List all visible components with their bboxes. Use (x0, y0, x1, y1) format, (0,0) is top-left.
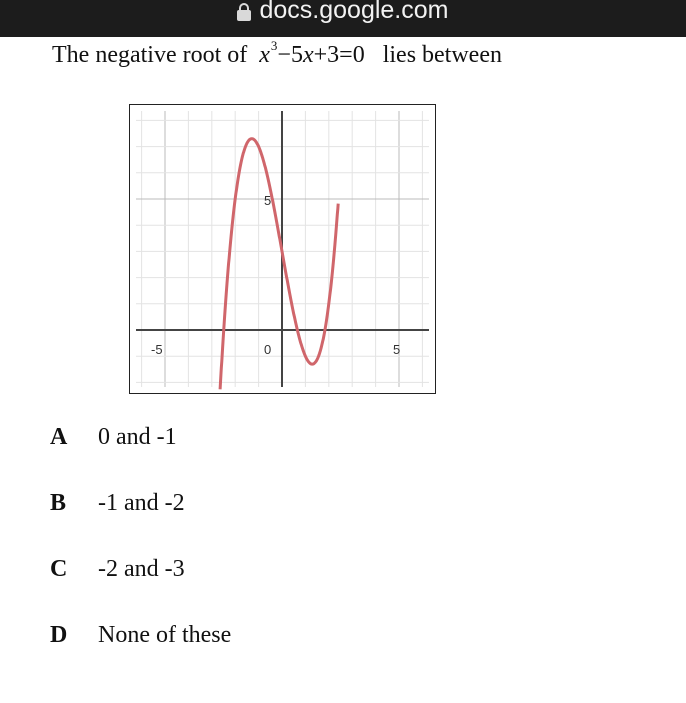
question-suffix: lies between (382, 42, 502, 68)
url-text: docs.google.com (259, 0, 449, 24)
lock-icon (237, 3, 251, 21)
option-b-letter: B (50, 490, 67, 516)
browser-top-bar (0, 0, 686, 37)
question-prefix: The negative root of (52, 42, 248, 68)
equation-exponent: 3 (270, 38, 278, 53)
option-a-letter: A (50, 424, 68, 450)
option-a[interactable] (50, 424, 177, 451)
equation (259, 38, 364, 69)
option-a-text: 0 and -1 (98, 424, 177, 450)
option-c[interactable] (50, 556, 185, 583)
function-graph (129, 104, 436, 394)
option-d-letter: D (50, 622, 68, 648)
option-d-text: None of these (98, 622, 232, 648)
cubic-curve (220, 139, 338, 390)
tick-label-pos5: 5 (393, 342, 401, 357)
question-text (52, 38, 502, 69)
option-d[interactable] (50, 622, 231, 649)
equation-variable-2: x (302, 42, 314, 68)
option-b[interactable] (50, 490, 185, 517)
tick-label-zero: 0 (264, 342, 272, 357)
graph-svg (130, 105, 435, 393)
option-c-letter: C (50, 556, 68, 582)
equation-coefficient: −5 (277, 42, 303, 68)
option-b-text: -1 and -2 (98, 490, 185, 516)
url-display[interactable] (237, 0, 448, 25)
option-c-text: -2 and -3 (98, 556, 185, 582)
tick-label-neg5: -5 (151, 342, 163, 357)
tick-label-y5: 5 (264, 193, 272, 208)
equation-variable: x (259, 42, 270, 68)
equation-tail: +3=0 (313, 42, 365, 68)
